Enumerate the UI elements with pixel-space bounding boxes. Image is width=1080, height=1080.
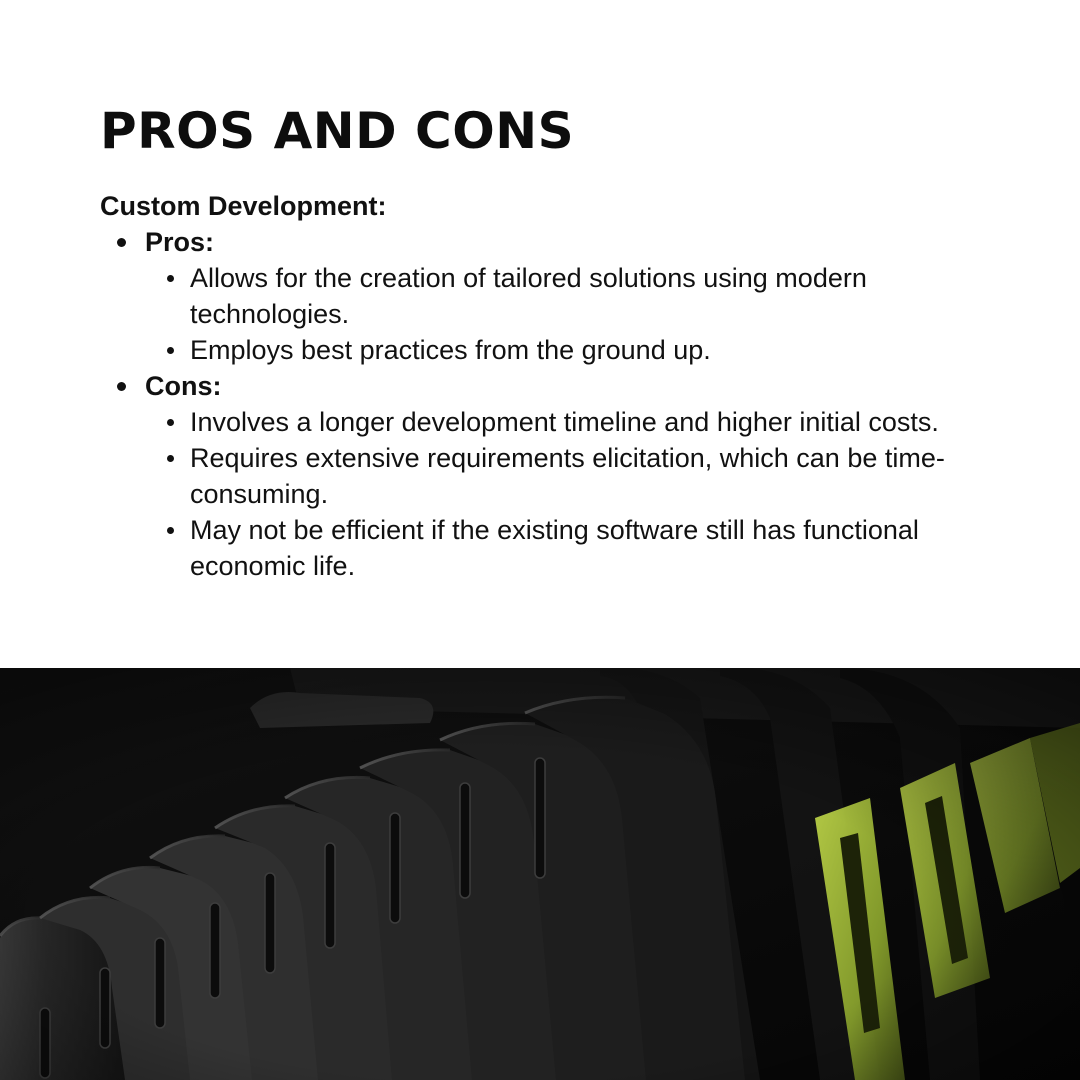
bullet-icon: [167, 527, 174, 534]
list-item-text: May not be efficient if the existing software still has functional economic life.: [190, 515, 919, 581]
list-item: [145, 512, 980, 584]
cons-sublist: [145, 404, 980, 584]
abstract-3d-render-icon: [0, 668, 1080, 1080]
list-item: [145, 332, 980, 368]
bullet-icon: [117, 238, 126, 247]
section-heading: Custom Development:: [100, 191, 387, 221]
bullet-icon: [167, 275, 174, 282]
bullet-icon: [167, 455, 174, 462]
list-item-text: Requires extensive requirements elicitation, which can be time-consuming.: [190, 443, 945, 509]
list-item-text: Employs best practices from the ground up.: [190, 335, 711, 365]
list-item: [145, 440, 980, 512]
pros-sublist: [145, 260, 980, 368]
bullet-icon: [117, 382, 126, 391]
page-title: PROS AND CONS: [100, 102, 575, 160]
bullet-icon: [167, 419, 174, 426]
list-item-text: Allows for the creation of tailored solutions using modern technologies.: [190, 263, 867, 329]
list-item-pros: [100, 224, 980, 368]
bullet-icon: [167, 347, 174, 354]
list-item-cons: [100, 368, 980, 584]
abstract-3d-render-image: [0, 668, 1080, 1080]
list-item: [145, 404, 980, 440]
pros-cons-list: [100, 224, 980, 584]
slide-content: [100, 96, 980, 584]
group-label-pros: Pros:: [145, 227, 215, 257]
group-label-cons: Cons:: [145, 371, 222, 401]
list-item: [145, 260, 980, 332]
list-item-text: Involves a longer development timeline and higher initial costs.: [190, 407, 939, 437]
